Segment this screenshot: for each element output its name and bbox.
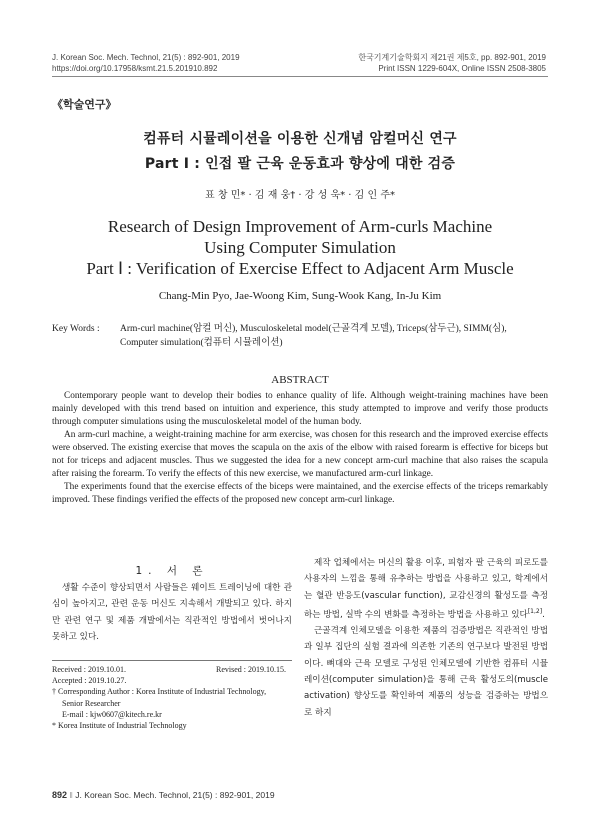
journal-citation: J. Korean Soc. Mech. Technol, 21(5) : 892-901, 2019: [52, 53, 240, 62]
journal-header-right: [358, 52, 546, 74]
title-en-line1: Research of Design Improvement of Arm-curls Machine: [107, 217, 493, 236]
keywords-line1: Arm-curl machine(암컬 머신), Musculoskeletal model(근골격계 모델), Triceps(삼두근), SIMM(심),: [120, 324, 507, 334]
abstract-paragraph: Contemporary people want to develop their bodies to enhance quality of life. Although weight-training machines have been mainly developed with this trend based on intuition and experience, this study attempted to improve and verify those products through computer simulations using the musculoskeletal model of the human body.: [52, 391, 548, 427]
abstract-body: [52, 390, 548, 507]
abstract-paragraph: The experiments found that the exercise effects of the biceps were maintained, and the exercise effects of the triceps remarkably improved. These findings verified the effects of the proposed new concept arm-curl linkage.: [52, 482, 548, 505]
title-ko-line1: 컴퓨터 시뮬레이션을 이용한 신개념 암컬머신 연구: [143, 131, 457, 147]
issn-line: Print ISSN 1229-604X, Online ISSN 2508-3805: [378, 64, 546, 73]
authors-ko: 표 창 민* · 김 재 웅† · 강 성 욱* · 김 인 주*: [205, 190, 395, 201]
footnotes: [52, 664, 292, 731]
right-column: [304, 555, 548, 721]
body-text: .: [542, 609, 545, 620]
left-column: [52, 580, 292, 645]
keywords-label: Key Words :: [52, 324, 100, 334]
body-text: 제작 업체에서는 머신의 활용 이후, 피험자 팔 근육의 피로도를 사용자의 느낌을 통해 유추하는 방법을 사용하고 있고, 학계에서는 혈관 반응도(vascular function), 교감신경의 활성도를 측정하는 방법, 실박 수의 변화를 측정하는 방법을 사용하고 있다: [304, 558, 548, 620]
title-en-line2: Using Computer Simulation: [204, 238, 396, 257]
abstract-paragraph: An arm-curl machine, a weight-training machine for arm exercise, was chosen for this research and the improved exercise effects were observed. The existing exercise that moves the scapula on the axis of the elbow with raised forearm is effective for biceps but not for triceps and adjacent muscles. Thus we suggested the idea for a new concept arm-curl machine that also raises the scapula after raising the forearm. To verify the effects of this new exercise, we manufactured arm-curl linkage.: [52, 430, 548, 479]
header-divider: [52, 76, 548, 77]
revised-date: Revised : 2019.10.15.: [216, 665, 286, 674]
keywords-list: [120, 322, 550, 350]
authors-en: Chang-Min Pyo, Jae-Woong Kim, Sung-Wook Kang, In-Ju Kim: [158, 290, 442, 302]
page-number: 892: [52, 790, 68, 800]
section-heading-introduction: 1. 서 론: [135, 565, 209, 577]
title-en-line3: Part Ⅰ : Verification of Exercise Effect to Adjacent Arm Muscle: [86, 259, 514, 278]
keywords-line2: Computer simulation(컴퓨터 시뮬레이션): [120, 338, 283, 348]
page-footer: [52, 790, 275, 800]
doi-link[interactable]: https://doi.org/10.17958/ksmt.21.5.201910.892: [52, 64, 218, 73]
received-date: Received : 2019.10.01.: [52, 665, 126, 674]
email-link[interactable]: E-mail : kjw0607@kitech.re.kr: [62, 709, 162, 719]
footer-citation: J. Korean Soc. Mech. Technol, 21(5) : 892-901, 2019: [75, 790, 275, 800]
body-paragraph: 근골격계 인체모델을 이용한 제품의 검증방법은 직관적인 방법과 일부 집단의 실험 결과에 의존한 기존의 연구보다 발전된 방법이다. 뼈대와 근육 모델로 구성된 인체모델에 기반한 컴퓨터 시뮬레이션(computer simulation)을 통해 근육 활성도의(muscle activation) 향상도를 확인하여 제품의 성능을 검증하는 방법으로 하지: [304, 626, 548, 718]
article-category: 《학술연구》: [52, 98, 117, 111]
affiliation-note: * Korea Institute of Industrial Technology: [52, 721, 187, 731]
body-paragraph: 생활 수준이 향상되면서 사람들은 웨이트 트레이닝에 대한 관심이 높아지고, 관련 운동 머신도 지속해서 개발되고 있다. 하지만 관련 연구 및 제품 개발에서는 직관적인 방법에서 벗어나지 못하고 있다.: [52, 583, 292, 642]
footnote-divider: [52, 660, 292, 661]
corresponding-author-title: Senior Researcher: [62, 698, 121, 708]
journal-citation-ko: 한국기계기술학회지 제21권 제5호, pp. 892-901, 2019: [358, 53, 546, 62]
title-ko-line2: Part Ⅰ : 인접 팔 근육 운동효과 향상에 대한 검증: [144, 156, 456, 172]
journal-header-left: [52, 52, 240, 74]
citation-ref[interactable]: [1,2]: [527, 607, 543, 615]
accepted-date: Accepted : 2019.10.27.: [52, 676, 127, 686]
corresponding-author: † Corresponding Author : Korea Institute of Industrial Technology,: [52, 687, 267, 697]
abstract-heading: ABSTRACT: [271, 374, 329, 386]
footer-separator: ‖: [69, 790, 73, 800]
body-paragraph: [304, 555, 548, 623]
